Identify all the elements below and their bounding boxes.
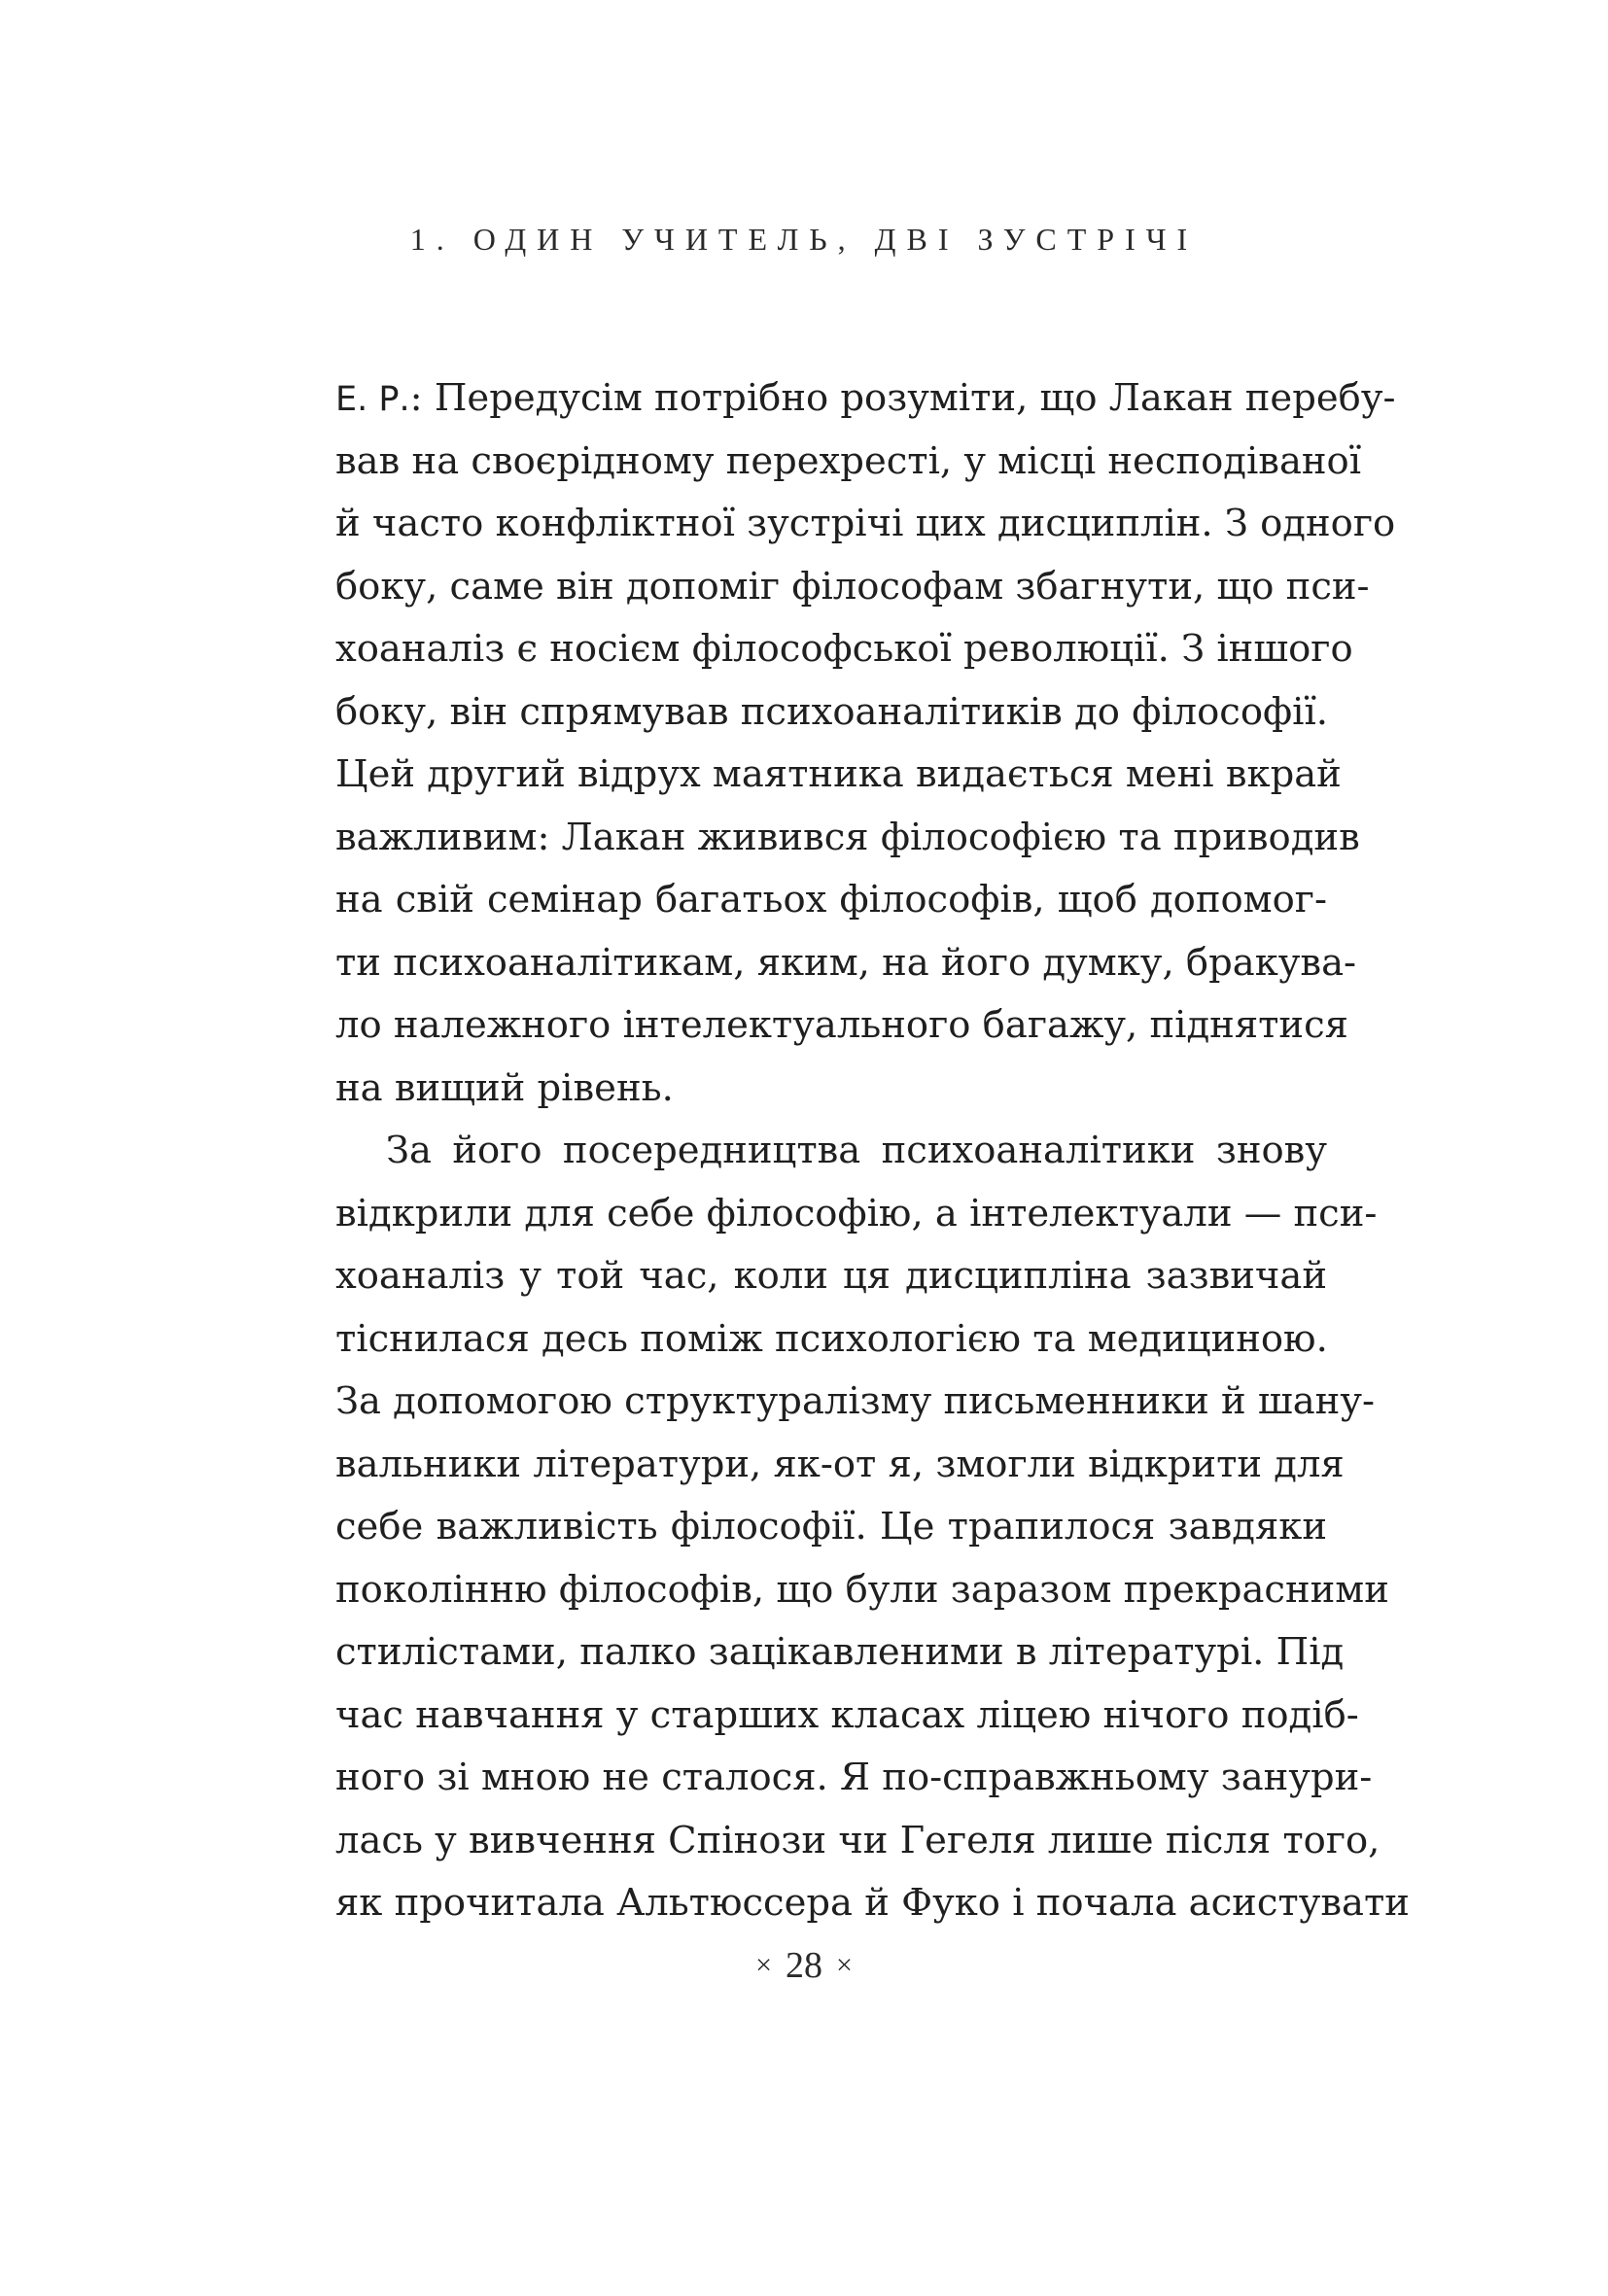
- text-line: тіснилася десь поміж психологією та медициною.: [335, 1316, 1328, 1361]
- text-line: поколінню філософів, що були заразом прекрасними: [335, 1567, 1389, 1612]
- text-line: ти психоаналітикам, яким, на його думку, бракува-: [335, 940, 1357, 985]
- line-text: Передусім потрібно розуміти, що Лакан перебу-: [422, 376, 1396, 420]
- text-line: [335, 367, 1396, 431]
- text-line: важливим: Лакан живився філософією та приводив: [335, 815, 1360, 859]
- text-line: хоаналіз є носієм філософської революції. З іншого: [335, 627, 1353, 671]
- text-line: й часто конфліктної зустрічі цих дисциплін. З одного: [335, 502, 1396, 545]
- text-line: боку, він спрямував психоаналітиків до філософії.: [335, 689, 1329, 734]
- text-line: вальники літератури, як-от я, змогли відкрити для: [335, 1442, 1345, 1486]
- text-line: на свій семінар багатьох філософів, щоб допомог-: [335, 878, 1327, 922]
- text-line: Цей другий відрух маятника видається мені вкрай: [335, 752, 1342, 796]
- speaker-initials: Е. Р.: [335, 380, 410, 419]
- folio-ornament-right: ×: [836, 1949, 853, 1981]
- text-line: себе важливість філософії. Це трапилося завдяки: [335, 1505, 1327, 1548]
- text-line: відкрили для себе філософію, а інтелектуали — пси-: [335, 1191, 1378, 1235]
- text-line: як прочитала Альтюссера й Фуко і почала асистувати: [335, 1881, 1410, 1925]
- speaker-separator: :: [409, 376, 423, 420]
- page-number: 28: [786, 1945, 822, 1986]
- body-text: [335, 367, 1410, 1935]
- text-line: ного зі мною не сталося. Я по-справжньому занури-: [335, 1756, 1373, 1799]
- text-line: хоаналіз у той час, коли ця дисципліна зазвичай: [335, 1254, 1327, 1298]
- text-line: вав на своєрідному перехресті, у місці несподіваної: [335, 438, 1362, 483]
- text-line: на вищий рівень.: [335, 1065, 674, 1110]
- folio-ornament-left: ×: [755, 1949, 772, 1981]
- text-line: стилістами, палко зацікавленими в літературі. Під: [335, 1630, 1345, 1674]
- text-line: За допомогою структуралізму письменники й шану-: [335, 1379, 1375, 1423]
- text-line: боку, саме він допоміг філософам збагнути, що пси-: [335, 564, 1370, 609]
- text-line: За його посередництва психоаналітики знову: [386, 1129, 1327, 1172]
- text-line: лась у вивчення Спінози чи Гегеля лише після того,: [335, 1818, 1381, 1862]
- text-line: ло належного інтелектуального багажу, піднятися: [335, 1003, 1348, 1047]
- running-head: 1. ОДИН УЧИТЕЛЬ, ДВІ ЗУСТРІЧІ: [409, 222, 1199, 257]
- text-line: час навчання у старших класах ліцею нічого подіб-: [335, 1692, 1359, 1737]
- page-folio: [0, 1944, 1608, 1987]
